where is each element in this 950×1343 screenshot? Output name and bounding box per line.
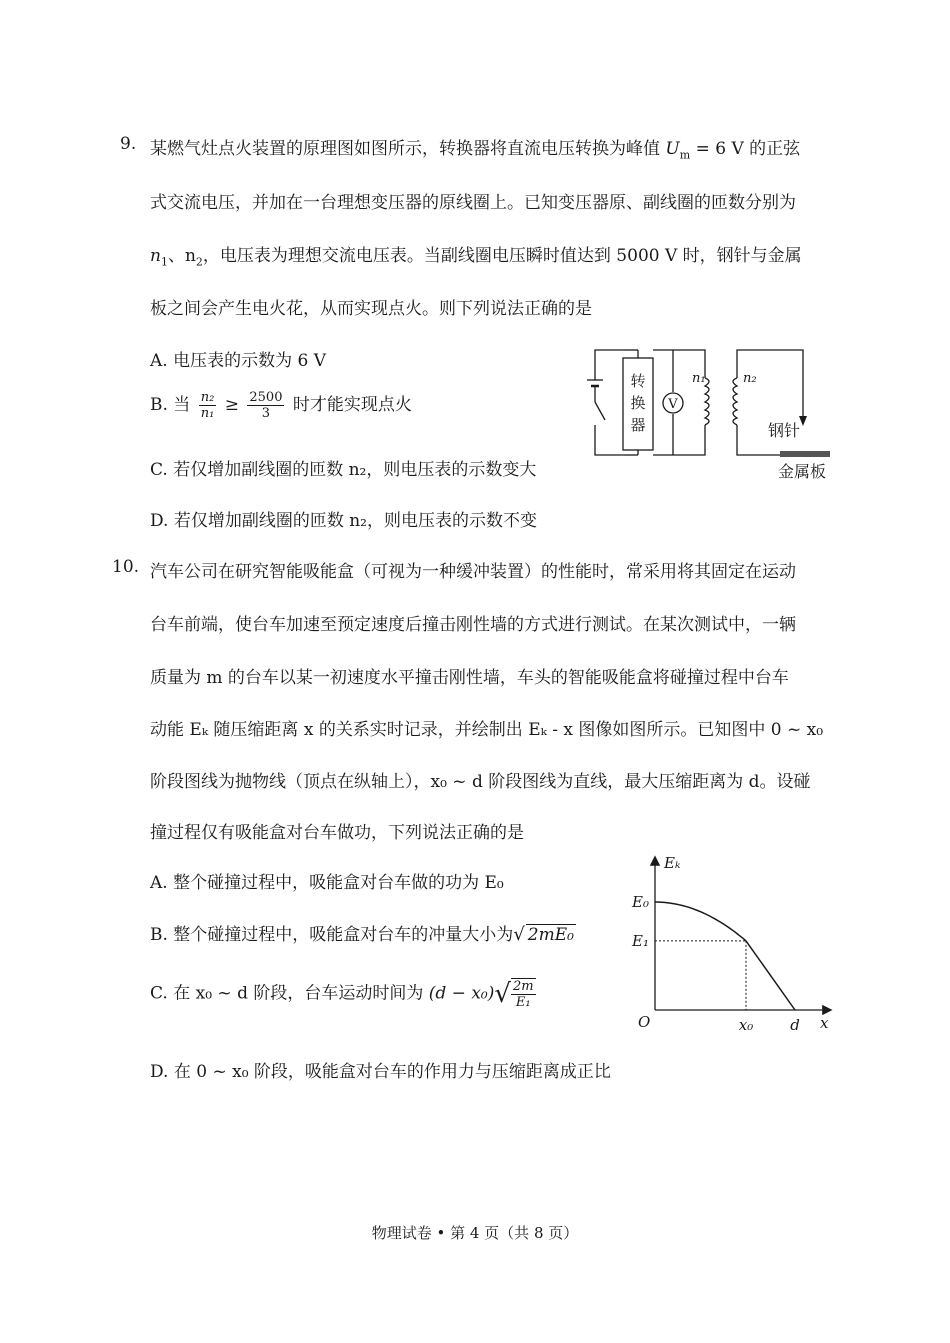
q9-number: 9. <box>120 134 137 154</box>
q10-line-6: 撞过程仅有吸能盒对台车做功，下列说法正确的是 <box>150 823 524 843</box>
q10-number: 10. <box>112 557 140 577</box>
circuit-wire-top-left <box>595 350 625 380</box>
y-tick-e0: E₀ <box>632 893 649 911</box>
q10-line-4: 动能 Eₖ 随压缩距离 x 的关系实时记录，并绘制出 Eₖ - x 图像如图所示。已知图中 0 ~ x₀ <box>150 720 824 740</box>
plate-label: 金属板 <box>778 462 827 481</box>
q9-option-a: A. 电压表的示数为 6 V <box>150 351 326 371</box>
primary-coil <box>705 378 709 425</box>
page-footer: 物理试卷 • 第 4 页（共 8 页） <box>371 1224 579 1242</box>
line-segment <box>746 941 795 1010</box>
q9-option-d: D. 若仅增加副线圈的匝数 n₂，则电压表的示数不变 <box>150 511 537 531</box>
q9-circuit-diagram <box>585 340 845 485</box>
q10-option-a: A. 整个碰撞过程中，吸能盒对台车做的功为 E₀ <box>150 873 504 893</box>
q10-line-5: 阶段图线为抛物线（顶点在纵轴上），x₀ ~ d 阶段图线为直线，最大压缩距离为 d。设碰 <box>150 772 811 792</box>
voltmeter-label: V <box>668 397 678 412</box>
q9-line-2: 式交流电压，并加在一台理想变压器的原线圈上。已知变压器原、副线圈的匝数分别为 <box>150 193 796 213</box>
y-axis-label: Eₖ <box>664 854 681 872</box>
q10-c-frac: $\frac{2m}{\text{E₁}}$ <box>512 979 534 1010</box>
q9-line-4: 板之间会产生电火花，从而实现点火。则下列说法正确的是 <box>150 299 592 319</box>
converter-char-3: 器 <box>630 416 646 434</box>
origin-label: O <box>638 1013 651 1031</box>
primary-turns-label: n₁ <box>692 371 706 386</box>
q9-b-frac-1: $\frac{\text{n₂}}{\text{n₁}}$ <box>200 390 215 421</box>
needle-label: 钢针 <box>768 421 801 440</box>
q10-line-1: 汽车公司在研究智能吸能盒（可视为一种缓冲装置）的性能时，常采用将其固定在运动 <box>150 562 796 582</box>
q10-line-2: 台车前端，使台车加速至预定速度后撞击刚性墙的方式进行测试。在某次测试中，一辆 <box>150 615 796 635</box>
x-axis-label: x <box>820 1014 829 1032</box>
q9-option-c: C. 若仅增加副线圈的匝数 n₂，则电压表的示数变大 <box>150 460 537 480</box>
metal-plate <box>780 451 830 457</box>
q10-option-d: D. 在 0 ~ x₀ 阶段，吸能盒对台车的作用力与压缩距离成正比 <box>150 1062 611 1082</box>
q10-line-3: 质量为 m 的台车以某一初速度水平撞击刚性墙，车头的智能吸能盒将碰撞过程中台车 <box>150 668 789 688</box>
q9-line-3: $n_1$、$n_2$，电压表为理想交流电压表。当副线圈电压瞬时值达到 5000 V 时，钢针与金属 <box>150 246 802 269</box>
parabola-segment <box>655 902 746 941</box>
q9-option-b: B. 当 $\frac{\text{n₂}}{\text{n₁}}$ ≥ $\frac{2500}{3}$ 时才能实现点火 <box>150 390 412 421</box>
secondary-turns-label: n₂ <box>743 371 757 386</box>
circuit-wire-bottom-left <box>595 425 625 455</box>
x-tick-x0: x₀ <box>738 1016 754 1034</box>
q9-line-1: 某燃气灶点火装置的原理图如图所示，转换器将直流电压转换为峰值 $U_m = 6$ V 的正弦 <box>150 139 801 162</box>
converter-char-2: 换 <box>630 394 646 412</box>
q10-option-c: C. 在 x₀ ~ d 阶段，台车运动时间为 (d − x₀)√ $\frac{2m}{\text{E₁}}$ <box>150 979 534 1010</box>
x-tick-d: d <box>790 1016 800 1034</box>
primary-wire-bottom <box>653 425 705 455</box>
q10-ek-x-chart <box>620 850 840 1035</box>
y-tick-e1: E₁ <box>632 931 649 950</box>
converter-char-1: 转 <box>630 372 646 390</box>
secondary-coil <box>733 378 737 425</box>
q10-option-b: B. 整个碰撞过程中，吸能盒对台车的冲量大小为√ 2mE₀ <box>150 924 574 945</box>
q9-b-frac-2: $\frac{2500}{3}$ <box>249 390 283 421</box>
needle-tip <box>799 416 807 426</box>
switch-blade <box>595 402 605 420</box>
